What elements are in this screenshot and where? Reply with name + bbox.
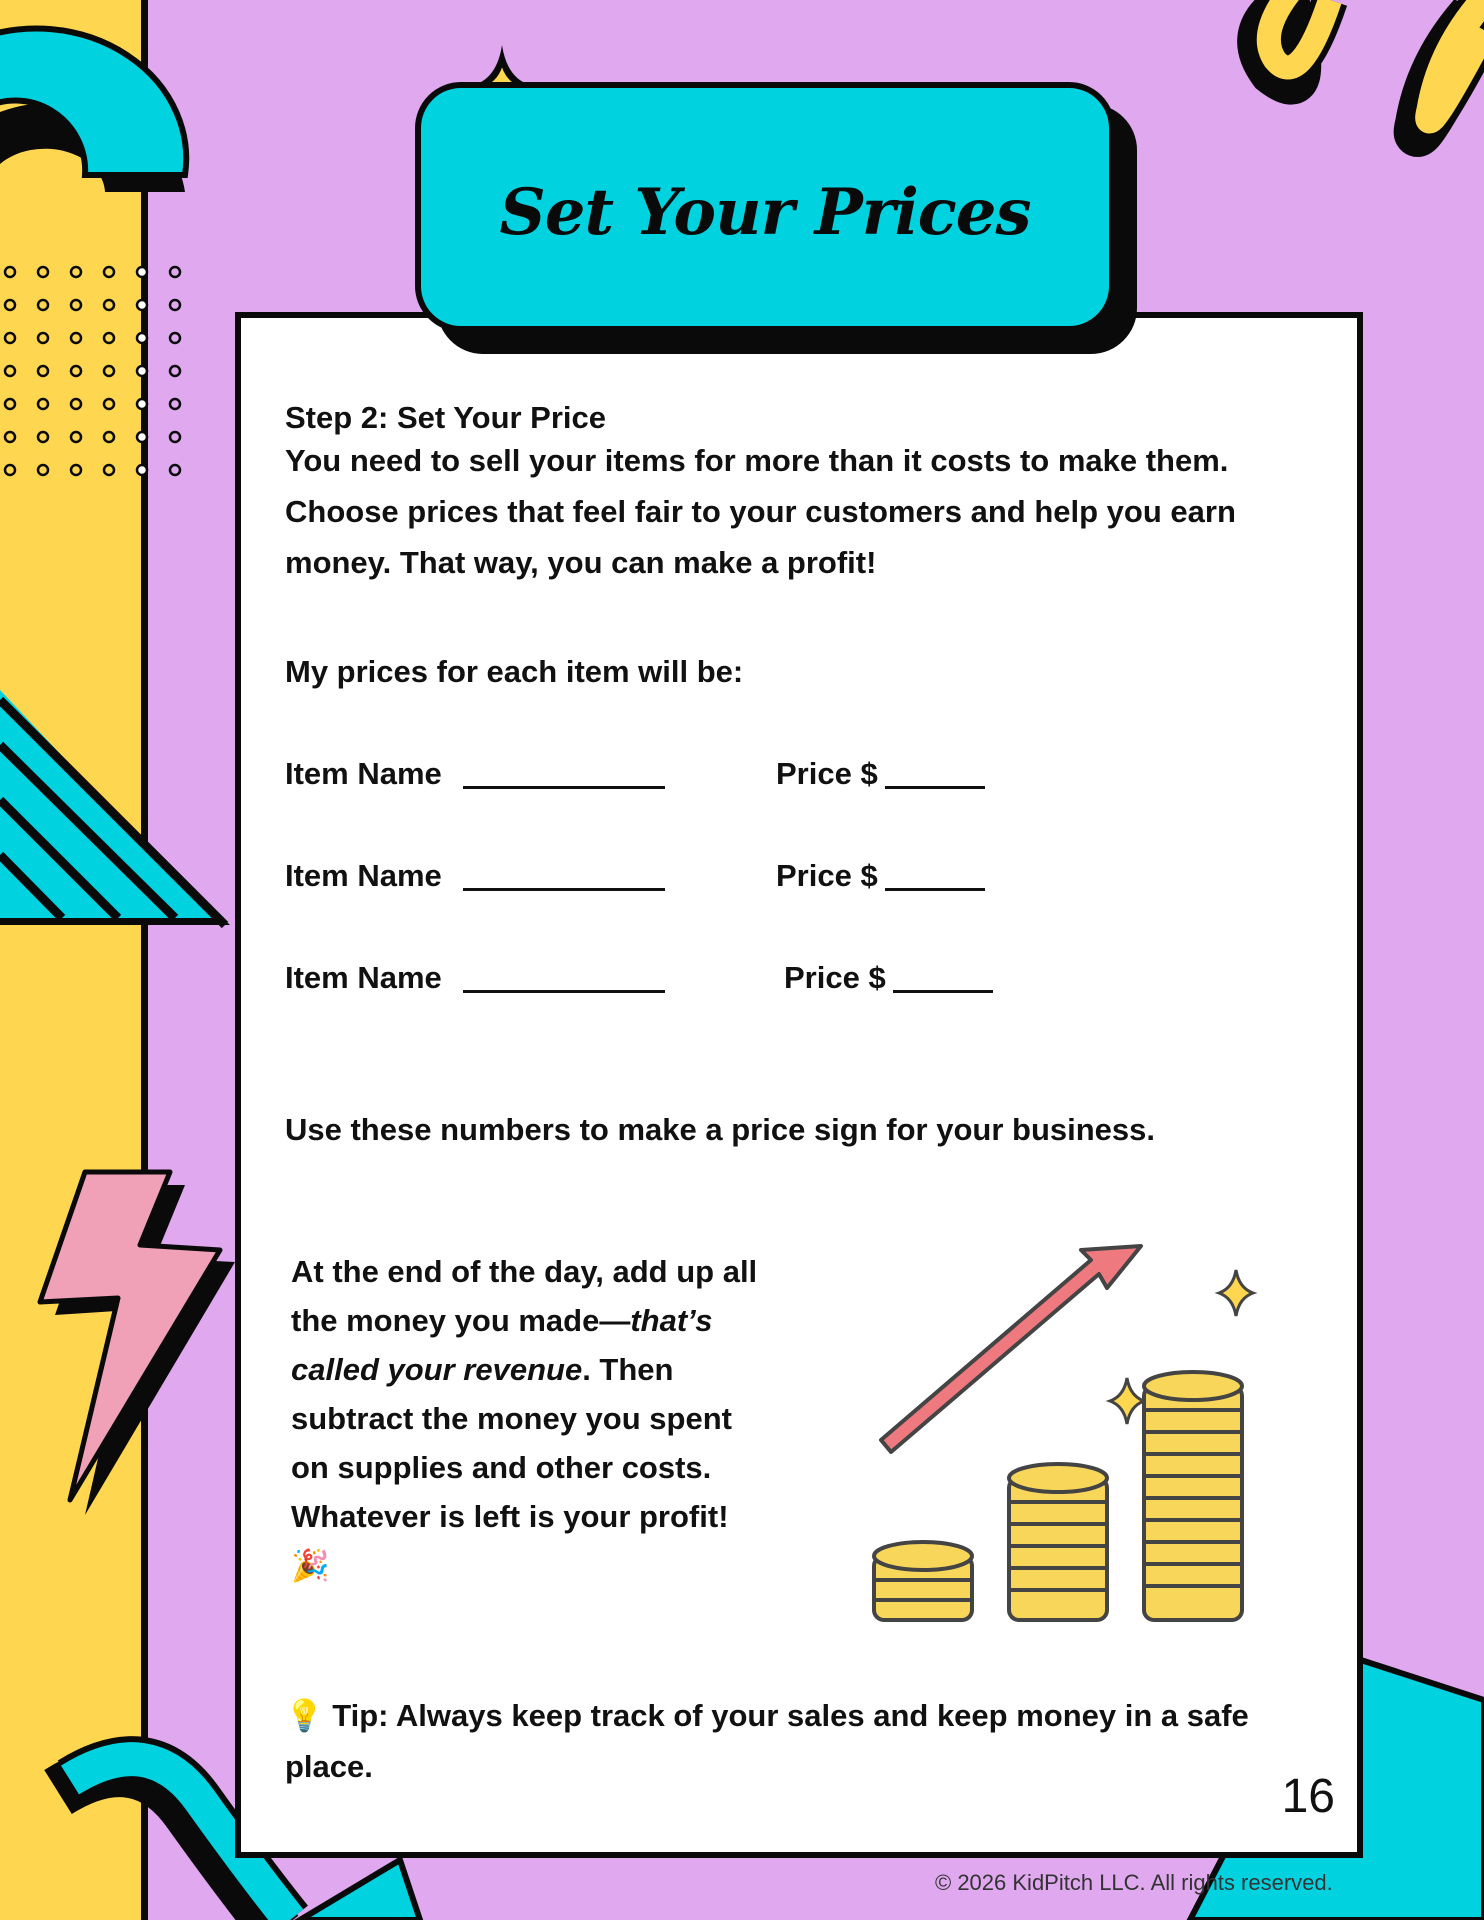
title-banner bbox=[415, 82, 1115, 332]
intro-line: You need to sell your items for more than it costs to make them. bbox=[285, 443, 1229, 478]
revenue-text-part1: At the end of the day, add up all the money you made— bbox=[291, 1254, 758, 1338]
intro-paragraph bbox=[285, 435, 1236, 588]
price-blank[interactable] bbox=[893, 990, 993, 993]
revenue-paragraph bbox=[291, 1247, 771, 1590]
worksheet-card bbox=[235, 312, 1363, 1858]
price-blank[interactable] bbox=[885, 888, 985, 891]
item-name-label: Item Name bbox=[285, 858, 442, 893]
step-heading: Step 2: Set Your Price bbox=[285, 400, 607, 435]
price-label: Price $ bbox=[776, 858, 878, 893]
item-name-blank[interactable] bbox=[463, 990, 665, 993]
price-label: Price $ bbox=[776, 756, 878, 791]
page-number: 16 bbox=[1281, 1770, 1335, 1823]
tip-text: 💡 Tip: Always keep track of your sales and keep money in a safe place. bbox=[285, 1698, 1249, 1784]
loop-icon bbox=[1257, 0, 1484, 134]
item-name-blank[interactable] bbox=[463, 786, 665, 789]
intro-line: Choose prices that feel fair to your customers and help you earn bbox=[285, 494, 1236, 529]
intro-line: money. That way, you can make a profit! bbox=[285, 545, 877, 580]
item-name-label: Item Name bbox=[285, 756, 442, 791]
copyright-notice: © 2026 KidPitch LLC. All rights reserved. bbox=[935, 1870, 1333, 1895]
sign-note: Use these numbers to make a price sign for your business. bbox=[285, 1112, 1155, 1147]
prices-prompt: My prices for each item will be: bbox=[285, 654, 744, 689]
growth-arrow-icon bbox=[881, 1246, 1141, 1452]
revenue-text-part2: . Then subtract the money you spent on supplies and other costs. Whatever is left is your profit! 🎉 bbox=[291, 1352, 732, 1583]
page-title: Set Your Prices bbox=[499, 174, 1031, 250]
coin-growth-illustration bbox=[841, 1238, 1301, 1628]
price-blank[interactable] bbox=[885, 786, 985, 789]
price-label: Price $ bbox=[784, 960, 886, 995]
item-name-label: Item Name bbox=[285, 960, 442, 995]
revenue-emphasis: that’s called your revenue bbox=[291, 1303, 713, 1387]
item-name-blank[interactable] bbox=[463, 888, 665, 891]
